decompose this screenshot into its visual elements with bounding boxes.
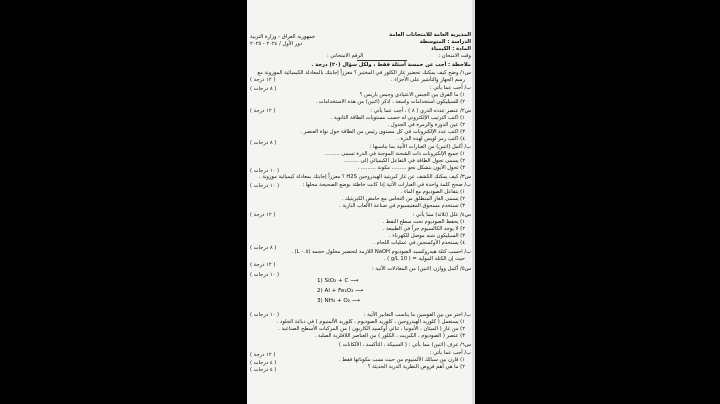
question-line: ب/ احسب كتلة هيدروكسيد الصوديوم NaOH اللازمة لتحضير محلول حجمه (٠.٥ L) . xyxy=(291,249,471,255)
question-line: ب/ صحح كلمة واحدة في العبارات الآتية إذا كانت خاطئة بوضع الصحيحة محلها : xyxy=(302,182,471,188)
question-line: ٣) عنصر ( الصوديوم ، الكبريت ، الكلور ) من العناصر اللافلزية الصلبة . xyxy=(314,333,465,339)
equation-1: 1) SiO₂ + C ⟶ xyxy=(317,278,359,284)
question-line: ب/ أجب عما يأتي : xyxy=(429,85,471,91)
question-line: ٣) اكتب عدد الإلكترونات في كل مستوى رئيس من الطاقة حول نواة العنصر . xyxy=(300,129,465,135)
question-line: ملاحظة : أجب عن خمسة أسئلة فقط ، ولكل سؤال (٢٠) درجة . xyxy=(311,62,471,68)
question-line: رسم الجهاز والتأشير على الأجزاء . xyxy=(391,77,465,83)
exam-number-label: الرقم الامتحاني : xyxy=(327,53,364,59)
question-line: ب/ أجب عما يأتي : xyxy=(429,350,471,356)
mark-label: ( ١٢ درجة ) xyxy=(250,212,276,218)
header-level: الدراسة : المتوسطة xyxy=(419,39,471,45)
equation-3: 3) NH₃ + O₂ ⟶ xyxy=(317,298,360,304)
mark-label: ( ١٠ درجات ) xyxy=(250,312,280,318)
question-line: س٢/ عنصر عدده الذري ( ٨ ) ، أجب عما يأتي : xyxy=(370,108,471,114)
question-line: ٢) عين الدورة والزمرة في الجدول . xyxy=(387,122,465,128)
question-line: ٢) للسيليكون استخدامات واسعة ، اذكر (اثنين) من هذه الاستخدامات . xyxy=(315,99,465,105)
question-line: ١) يحفظ الصوديوم تحت سطح النفط . xyxy=(382,219,465,225)
question-line: ٢) لا يوجد الكالسيوم حراً في الطبيعة . xyxy=(382,226,465,232)
question-line: س٦/ عرف (اثنين) مما يأتي : ( السبيكة ، التأكسد ، الألكانات ) xyxy=(338,342,471,348)
question-line: ١) جميع الإلكترونات ذات الشحنة الموجبة في الذرة تسمى ......... xyxy=(324,151,465,157)
mark-label: ( ١٠ درجات ) xyxy=(250,168,280,174)
question-line: ١) قارن بين سبائك الألمنيوم من حيث نسب مكوناتها فقط . xyxy=(338,357,465,363)
mark-label: ( ١٠ درجات ) xyxy=(250,272,280,278)
mark-label: ( ٤ درجات ) xyxy=(250,360,277,366)
mark-label: ( ٤ درجات ) xyxy=(250,367,277,373)
mark-label: ( ١٢ درجة ) xyxy=(250,77,276,83)
header-subject: المادة : الكيمياء xyxy=(431,46,471,52)
mark-label: ( ٨ درجات ) xyxy=(250,140,277,146)
question-line: حيث إن الكتلة المولية = ( 10 g/L ) . xyxy=(383,256,465,262)
question-line: ٣) تحول الأيون بتشكل نحو ......... مكونة ......... . xyxy=(357,165,465,171)
mark-label: ( ١٠ درجات ) xyxy=(250,183,280,189)
question-line: ب/ أكمل (اثنين) من العبارات الآتية بما يناسبها : xyxy=(369,144,471,150)
page-edge-shadow xyxy=(472,0,475,404)
mark-label: ( ٨ درجات ) xyxy=(250,86,277,92)
question-line: ٢) يسمى الغاز المنطلق من النحاس مع حامض الكبريتيك . xyxy=(341,196,465,202)
header-time: وقت الامتحان : xyxy=(438,53,471,59)
question-line: س٥/ أكمل ووازن (اثنين) من المعادلات الآتية : xyxy=(372,266,471,272)
question-line: ١) ما الفرق بين الجبس الاعتيادي وجبس باريس ؟ xyxy=(359,92,465,98)
question-line: ٢) من غاز ( الميثان ، الأمونيا ، ثنائي أوكسيد الكاربون ) من المركبات الأسطح الصناعية . xyxy=(278,326,465,332)
mark-label: ( ١٢ درجة ) xyxy=(250,108,276,114)
header-round: دور الأول / ٢٠٢٤ - ٢٠٢٥ xyxy=(250,41,303,47)
question-line: ١) يتفاعل الصوديوم مع الماء . xyxy=(400,189,465,195)
mark-label: ( ١٢ درجة ) xyxy=(250,262,276,268)
header-ministry: جمهورية العراق - وزارة التربية xyxy=(250,34,316,40)
question-line: ٤) اكتب رمز لويس لهذه الذرة . xyxy=(397,136,465,142)
equation-2: 2) Al + Fe₂O₃ ⟶ xyxy=(317,288,364,294)
header-directorate: المديرية العامة للامتحانات العامة xyxy=(389,32,471,38)
question-line: س٣/ كيف يمكنك الكشف عن غاز كبريتيد الهيدروجين H2S ؟ معززاً إجابتك بمعادلة كيميائية موزونة . xyxy=(258,174,471,180)
question-line: ٤) يستخدم الأوكسجين في عمليات اللحام . xyxy=(373,240,465,246)
question-line: ب/ اختر من بين القوسين ما يناسب التعابير الآتية : xyxy=(363,312,471,318)
question-line: ١) اكتب الترتيب الإلكتروني له حسب مستويات الطاقة الثانوية . xyxy=(330,115,465,121)
question-line: س٤/ علل (ثلاثة) مما يأتي : xyxy=(412,212,471,218)
exam-paper xyxy=(247,0,475,404)
question-line: ٣) السيليكون شبه موصل للكهرباء . xyxy=(389,233,465,239)
header-separator xyxy=(357,60,407,61)
question-line: س١/ وضح كيف يمكنك تحضير غاز الكلور في المختبر ؟ معززاً إجابتك بالمعادلة الكيميائية الموزونة مع xyxy=(257,70,471,76)
mark-label: ( ١٢ درجة ) xyxy=(250,352,276,358)
question-line: ٢) يسمى تحول الطاقة في التفاعل الكيميائي إلى ......... xyxy=(344,158,465,164)
mark-label: ( ٨ درجات ) xyxy=(250,245,277,251)
question-line: ٢) ما هي أهم فروض النظرية الذرية الحديثة ؟ xyxy=(367,364,465,370)
question-line: ٣) تستخدم مسحوق المغنيسيوم في صناعة الألعاب النارية . xyxy=(339,203,465,209)
question-line: ١) يستعمل ( كلوريد الهيدروجين ، كلوريد الصوديوم ، كلوريد الألمنيوم ) في دباغة الجلود . xyxy=(276,319,465,325)
